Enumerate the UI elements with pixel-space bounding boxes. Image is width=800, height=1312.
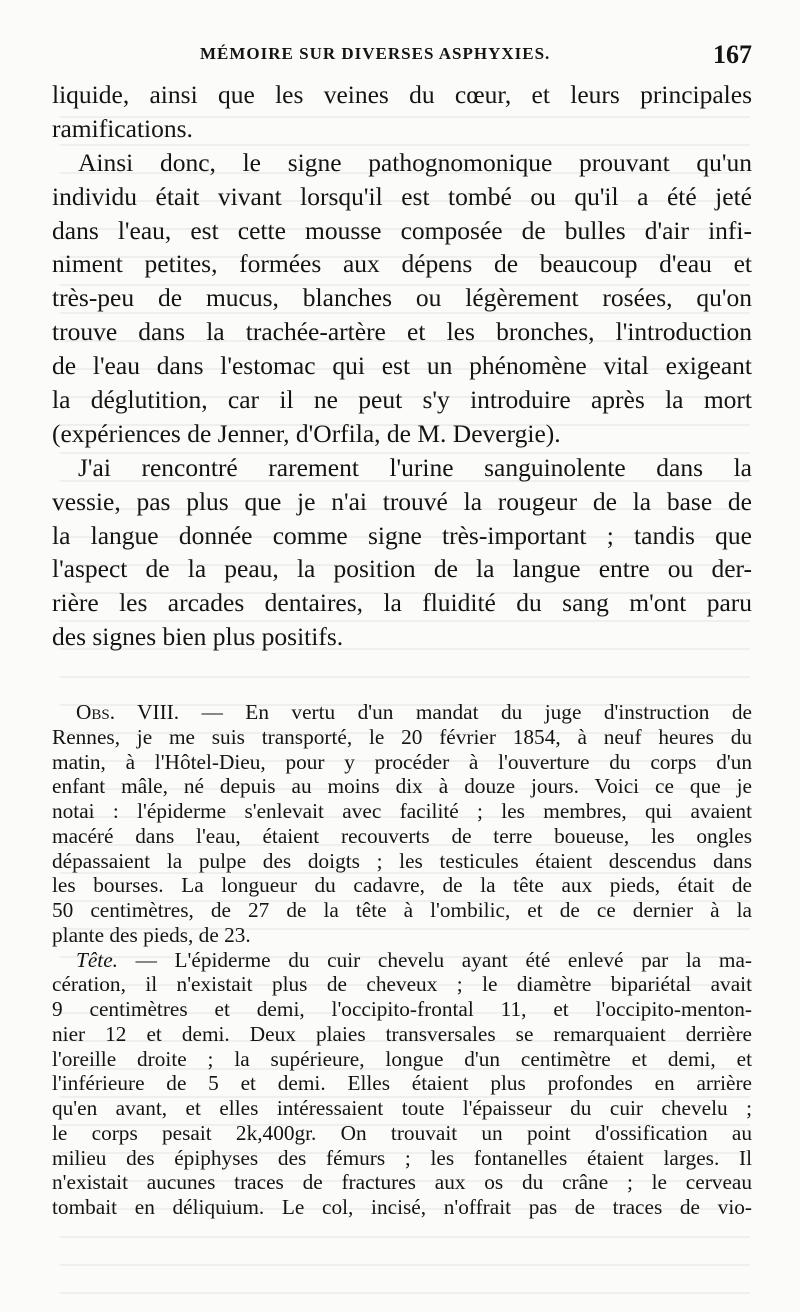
text-line: enfant mâle, né depuis au moins dix à douze jours. Voici ce que je	[52, 774, 752, 799]
text-line: de l'eau dans l'estomac qui est un phénomène vital exigeant	[52, 351, 752, 381]
text-line: l'inférieure de 5 et demi. Elles étaient plus profondes en arrière	[52, 1071, 752, 1096]
text-line: qu'en avant, et elles intéressaient toute l'épaisseur du cuir chevelu ;	[52, 1096, 752, 1120]
head-first-line: — L'épiderme du cuir chevelu ayant été enlevé par la ma-	[135, 947, 752, 972]
text-line: vessie, pas plus que je n'ai trouvé la rougeur de la base de	[52, 486, 752, 516]
page-number: 167	[713, 40, 752, 69]
observation-text	[52, 700, 752, 1220]
text-line	[52, 948, 752, 973]
text-line: dans l'eau, est cette mousse composée de bulles d'air infi-	[52, 215, 752, 245]
text-line: nier 12 et demi. Deux plaies transversales se remarquaient derrière	[52, 1021, 752, 1046]
observation-first-line: — En vertu d'un mandat du juge d'instruction de	[201, 700, 752, 724]
paragraph	[52, 78, 752, 146]
text-line: matin, à l'Hôtel-Dieu, pour y procéder à l'ouverture du corps d'un	[52, 749, 752, 774]
page-header	[52, 40, 752, 80]
text-line	[52, 700, 752, 725]
text-line: l'oreille droite ; la supérieure, longue d'un centimètre et demi, et	[52, 1046, 752, 1071]
text-line: trouve dans la trachée-artère et les bronches, l'introduction	[52, 317, 752, 347]
running-title: MÉMOIRE SUR DIVERSES ASPHYXIES.	[200, 44, 551, 63]
text-line: tombait en déliquium. Le col, incisé, n'offrait pas de traces de vio-	[52, 1195, 752, 1219]
head-label: Tête.	[76, 947, 118, 972]
text-line: la déglutition, car il ne peut s'y introduire après la mort	[52, 385, 752, 415]
text-line: liquide, ainsi que les veines du cœur, et leurs principales	[52, 80, 752, 109]
text-line: cération, il n'existait plus de cheveux ; le diamètre bipariétal avait	[52, 972, 752, 997]
text-line: niment petites, formées aux dépens de beaucoup d'eau et	[52, 249, 752, 279]
text-line: la langue donnée comme signe très-important ; tandis que	[52, 520, 752, 550]
text-line: des signes bien plus positifs.	[52, 622, 344, 652]
text-line: 9 centimètres et demi, l'occipito-frontal 11, et l'occipito-menton-	[52, 997, 752, 1021]
paragraph	[52, 146, 752, 451]
head-paragraph	[52, 948, 752, 1220]
text-line: très-peu de mucus, blanches ou légèrement rosées, qu'on	[52, 283, 752, 313]
text-line: macéré dans l'eau, étaient recouverts de terre boueuse, les ongles	[52, 823, 752, 848]
observation-paragraph	[52, 700, 752, 948]
text-line: Rennes, je me suis transporté, le 20 février 1854, à neuf heures du	[52, 724, 752, 749]
text-line: ramifications.	[52, 113, 193, 143]
text-line: (expériences de Jenner, d'Orfila, de M. Devergie).	[52, 418, 561, 448]
observation-label: Obs. VIII.	[76, 700, 180, 724]
text-line: plante des pieds, de 23.	[52, 922, 251, 947]
text-line: dépassaient la pulpe des doigts ; les testicules étaient descendus dans	[52, 848, 752, 873]
text-line: J'ai rencontré rarement l'urine sanguinolente dans la	[78, 452, 752, 482]
text-line: l'aspect de la peau, la position de la langue entre ou der-	[52, 554, 752, 584]
text-line: les bourses. La longueur du cadavre, de la tête aux pieds, était de	[52, 873, 752, 898]
text-line: n'existait aucunes traces de fractures aux os du crâne ; le cerveau	[52, 1170, 752, 1195]
text-line: Ainsi donc, le signe pathognomonique prouvant qu'un	[78, 147, 752, 177]
text-line: milieu des épiphyses des fémurs ; les fontanelles étaient larges. Il	[52, 1145, 752, 1170]
main-text	[52, 78, 752, 654]
text-line: individu était vivant lorsqu'il est tombé ou qu'il a été jeté	[52, 181, 752, 211]
text-line: 50 centimètres, de 27 de la tête à l'ombilic, et de ce dernier à la	[52, 898, 752, 922]
text-line: notai : l'épiderme s'enlevait avec facilité ; les membres, qui avaient	[52, 799, 752, 823]
text-line: le corps pesait 2k,400gr. On trouvait un point d'ossification au	[52, 1120, 752, 1145]
text-line: rière les arcades dentaires, la fluidité du sang m'ont paru	[52, 588, 752, 618]
paragraph	[52, 451, 752, 654]
